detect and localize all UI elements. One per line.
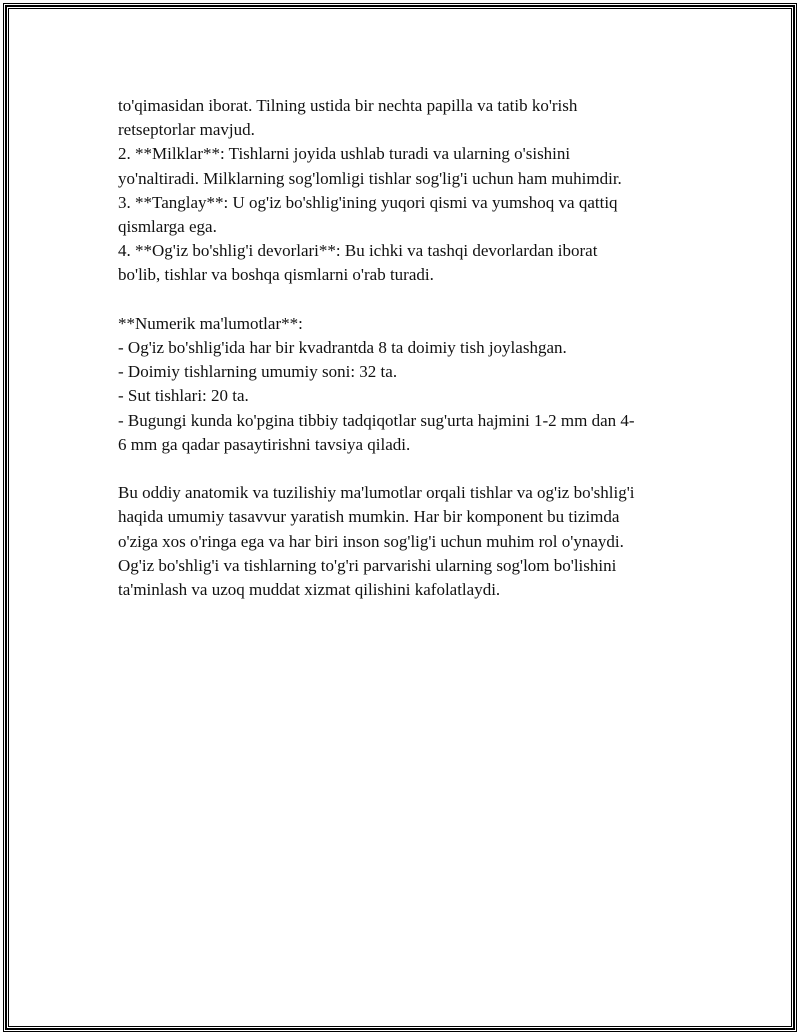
list-item-gums xyxy=(118,142,698,190)
text-line: bo'lib, tishlar va boshqa qismlarni o'rab turadi. xyxy=(118,265,434,285)
text-line: yo'naltiradi. Milklarning sog'lomligi tishlar sog'lig'i uchun ham muhimdir. xyxy=(118,168,622,188)
text-line: to'qimasidan iborat. Tilning ustida bir nechta papilla va tatib ko'rish xyxy=(118,96,578,115)
text-line: qismlarga ega. xyxy=(118,217,217,237)
numeric-bullet: - Doimiy tishlarning umumiy soni: 32 ta. xyxy=(118,362,398,382)
paragraph-gap xyxy=(118,457,698,481)
text-line: retseptorlar mavjud. xyxy=(118,120,255,140)
text-line: Og'iz bo'shlig'i va tishlarning to'g'ri parvarishi ularning sog'lom bo'lishini xyxy=(118,555,617,575)
list-item-mouth-walls xyxy=(118,239,698,287)
text-line: ta'minlash va uzoq muddat xizmat qilishini kafolatlaydi. xyxy=(118,580,501,600)
numeric-bullet: - Bugungi kunda ko'pgina tibbiy tadqiqotlar sug'urta hajmini 1-2 mm dan 4- xyxy=(118,410,635,430)
tongue-paragraph-continuation xyxy=(118,94,698,142)
text-line: haqida umumiy tasavvur yaratish mumkin. Har bir komponent bu tizimda xyxy=(118,507,620,527)
numeric-bullet: - Og'iz bo'shlig'ida har bir kvadrantda 8 ta doimiy tish joylashgan. xyxy=(118,338,567,358)
text-line: o'ziga xos o'ringa ega va har biri inson sog'lig'i uchun muhim rol o'ynaydi. xyxy=(118,531,624,551)
text-line: Bu oddiy anatomik va tuzilishiy ma'lumotlar orqali tishlar va og'iz bo'shlig'i xyxy=(118,483,635,503)
numeric-bullet: 6 mm ga qadar pasaytirishni tavsiya qiladi. xyxy=(118,434,411,454)
numeric-heading: **Numerik ma'lumotlar**: xyxy=(118,313,303,333)
numeric-bullet: - Sut tishlari: 20 ta. xyxy=(118,386,249,406)
text-line: 3. **Tanglay**: U og'iz bo'shlig'ining yuqori qismi va yumshoq va qattiq xyxy=(118,192,618,212)
text-line: 2. **Milklar**: Tishlarni joyida ushlab turadi va ularning o'sishini xyxy=(118,144,571,164)
document-body xyxy=(118,94,698,602)
paragraph-gap xyxy=(118,288,698,312)
conclusion-paragraph xyxy=(118,481,698,602)
numeric-section xyxy=(118,312,698,457)
list-item-palate xyxy=(118,191,698,239)
text-line: 4. **Og'iz bo'shlig'i devorlari**: Bu ichki va tashqi devorlardan iborat xyxy=(118,241,598,261)
